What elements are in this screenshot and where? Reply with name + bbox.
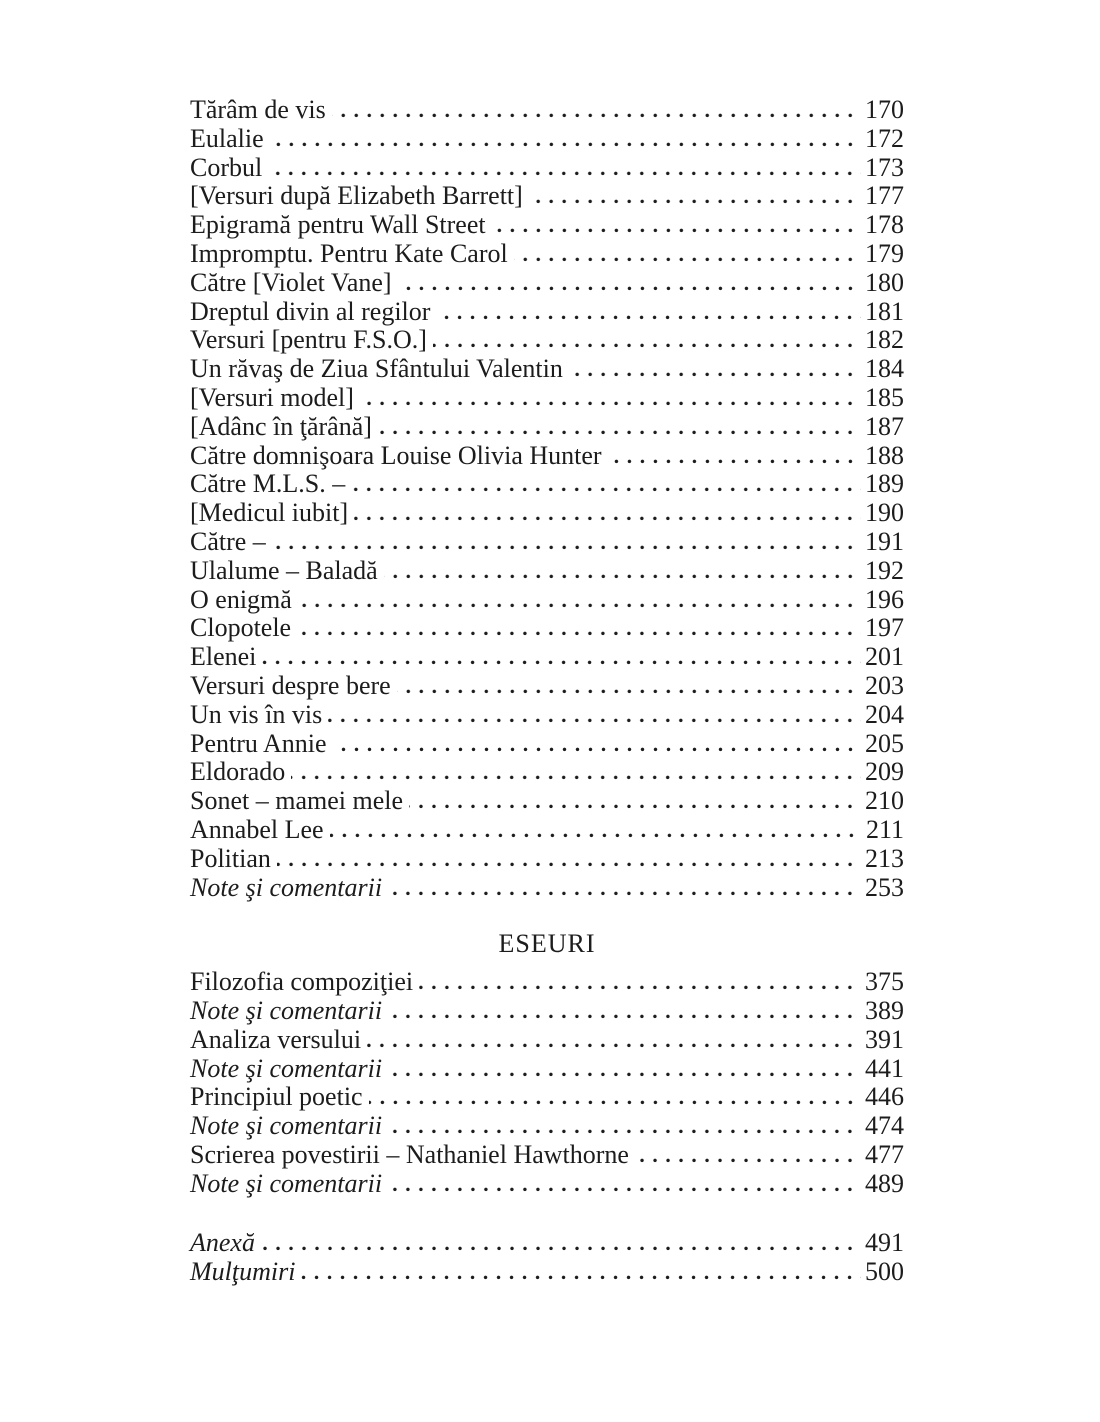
toc-entry: [190, 997, 904, 1026]
toc-entry: [190, 758, 904, 787]
dot-leader: [291, 775, 861, 780]
toc-entry: [190, 1141, 904, 1170]
toc-entry: [190, 499, 904, 528]
dot-leader: [635, 1158, 861, 1163]
table-of-contents: [190, 96, 904, 1287]
toc-entry: [190, 787, 904, 816]
toc-entry-page: 389: [865, 995, 904, 1025]
toc-entry-page: 179: [865, 238, 904, 268]
toc-entry: [190, 1112, 904, 1141]
dot-leader: [268, 171, 861, 176]
toc-entry-page: 172: [865, 123, 904, 153]
toc-entry-page: 375: [865, 967, 904, 997]
toc-entry-title: [Versuri după Elizabeth Barrett]: [190, 181, 523, 211]
toc-entry-title: Ulalume – Baladă: [190, 555, 378, 585]
toc-entry-title: [Adânc în ţărână]: [190, 411, 372, 441]
toc-entry-title: Eulalie: [190, 123, 264, 153]
dot-leader: [298, 603, 861, 608]
toc-entry-page: 213: [865, 843, 904, 873]
toc-entry-page: 178: [865, 210, 904, 240]
toc-entry-page: 204: [865, 699, 904, 729]
toc-entry: [190, 470, 904, 499]
toc-entry: [190, 701, 904, 730]
toc-entry-title: Note şi comentarii: [190, 995, 383, 1025]
toc-entry-page: 391: [865, 1024, 904, 1054]
dot-leader: [529, 199, 861, 204]
toc-entry-page: 173: [865, 152, 904, 182]
toc-entry-title: Un răvaş de Ziua Sfântului Valentin: [190, 354, 563, 384]
toc-entry-page: 489: [865, 1168, 904, 1198]
dot-leader: [270, 142, 861, 147]
toc-section: [190, 1229, 904, 1287]
toc-entry: [190, 326, 904, 355]
toc-entry-page: 190: [865, 498, 904, 528]
toc-entry-title: O enigmă: [190, 584, 292, 614]
toc-entry-title: Tărâm de vis: [190, 95, 326, 124]
toc-entry: [190, 298, 904, 327]
dot-leader: [384, 574, 861, 579]
toc-entry-page: 197: [865, 613, 904, 643]
dot-leader: [388, 1014, 861, 1019]
toc-entry: [190, 586, 904, 615]
toc-entry: [190, 182, 904, 211]
toc-entry-title: Note şi comentarii: [190, 872, 383, 902]
dot-leader: [354, 516, 861, 521]
toc-entry-title: Eldorado: [190, 757, 286, 787]
toc-entry-page: 500: [865, 1257, 904, 1287]
dot-leader: [297, 631, 861, 636]
dot-leader: [262, 660, 861, 665]
toc-entry-title: Analiza versului: [190, 1024, 362, 1054]
toc-entry-title: Note şi comentarii: [190, 1168, 383, 1198]
toc-entry: [190, 874, 904, 903]
dot-leader: [409, 804, 861, 809]
dot-leader: [301, 1275, 861, 1280]
dot-leader: [608, 459, 861, 464]
toc-entry-page: 196: [865, 584, 904, 614]
toc-entry-page: 188: [865, 440, 904, 470]
dot-leader: [360, 401, 861, 406]
toc-entry-page: 491: [865, 1228, 904, 1258]
dot-leader: [388, 1129, 861, 1134]
toc-entry-page: 203: [865, 670, 904, 700]
toc-entry-title: Filozofia compoziţiei: [190, 967, 414, 997]
toc-entry-title: Un vis în vis: [190, 699, 323, 729]
dot-leader: [492, 228, 861, 233]
toc-entry: [190, 240, 904, 269]
toc-entry-title: Către domnişoara Louise Olivia Hunter: [190, 440, 602, 470]
toc-entry-title: Note şi comentarii: [190, 1053, 383, 1083]
toc-entry-page: 253: [865, 872, 904, 902]
dot-leader: [333, 747, 862, 752]
toc-entry-title: Clopotele: [190, 613, 292, 643]
toc-entry-title: Sonet – mamei mele: [190, 786, 404, 816]
toc-entry-title: Politian: [190, 843, 271, 873]
dot-leader: [388, 891, 861, 896]
toc-entry: [190, 1026, 904, 1055]
toc-entry: [190, 442, 904, 471]
toc-entry: [190, 355, 904, 384]
toc-entry-page: 209: [865, 757, 904, 787]
toc-entry-page: 446: [865, 1082, 904, 1112]
toc-entry: [190, 557, 904, 586]
toc-entry-page: 185: [865, 382, 904, 412]
toc-entry: [190, 413, 904, 442]
toc-entry: [190, 1055, 904, 1084]
toc-entry: [190, 96, 904, 125]
toc-entry: [190, 269, 904, 298]
toc-entry-title: Note şi comentarii: [190, 1111, 383, 1141]
toc-entry-page: 184: [865, 354, 904, 384]
toc-entry-title: Annabel Lee: [190, 814, 324, 844]
toc-entry: [190, 154, 904, 183]
toc-entry: [190, 968, 904, 997]
dot-leader: [272, 545, 861, 550]
toc-entry-page: 191: [865, 526, 904, 556]
dot-leader: [332, 113, 861, 118]
toc-entry-title: Epigramă pentru Wall Street: [190, 210, 486, 240]
dot-leader: [367, 1043, 861, 1048]
dot-leader: [398, 286, 861, 291]
toc-entry-title: Principiul poetic: [190, 1082, 363, 1112]
toc-entry: [190, 528, 904, 557]
toc-entry-title: Elenei: [190, 642, 257, 672]
dot-leader: [261, 1246, 861, 1251]
toc-entry-page: 177: [865, 181, 904, 211]
toc-entry-title: Versuri despre bere: [190, 670, 391, 700]
dot-leader: [277, 862, 861, 867]
toc-entry-page: 211: [865, 814, 904, 844]
dot-leader: [351, 487, 861, 492]
dot-leader: [433, 343, 861, 348]
dot-leader: [514, 257, 861, 262]
toc-entry-title: Către –: [190, 526, 266, 556]
dot-leader: [378, 430, 861, 435]
toc-entry: [190, 384, 904, 413]
toc-entry-title: Pentru Annie: [190, 728, 327, 758]
toc-entry-title: Impromptu. Pentru Kate Carol: [190, 238, 508, 268]
toc-entry-title: Scrierea povestirii – Nathaniel Hawthorne: [190, 1139, 629, 1169]
toc-entry-page: 192: [865, 555, 904, 585]
toc-entry-title: Corbul: [190, 152, 263, 182]
toc-entry: [190, 125, 904, 154]
toc-entry-page: 205: [865, 728, 904, 758]
toc-entry-title: Dreptul divin al regilor: [190, 296, 431, 326]
dot-leader: [388, 1187, 861, 1192]
toc-entry-page: 474: [865, 1111, 904, 1141]
toc-entry-title: Către M.L.S. –: [190, 469, 346, 499]
toc-entry-page: 441: [865, 1053, 904, 1083]
toc-entry-page: 189: [865, 469, 904, 499]
toc-entry-page: 201: [865, 642, 904, 672]
toc-entry-page: 477: [865, 1139, 904, 1169]
toc-entry-page: 181: [865, 296, 904, 326]
toc-entry-title: Versuri [pentru F.S.O.]: [190, 325, 427, 355]
toc-entry-title: Anexă: [190, 1228, 255, 1258]
toc-entry: [190, 643, 904, 672]
toc-entry-title: [Versuri model]: [190, 382, 354, 412]
toc-entry: [190, 211, 904, 240]
toc-entry-page: 180: [865, 267, 904, 297]
dot-leader: [369, 1100, 861, 1105]
toc-entry: [190, 672, 904, 701]
dot-leader: [419, 985, 861, 990]
toc-entry: [190, 845, 904, 874]
toc-section: [190, 96, 904, 902]
toc-entry: [190, 1083, 904, 1112]
dot-leader: [328, 718, 861, 723]
toc-entry-page: 210: [865, 786, 904, 816]
toc-entry-title: Către [Violet Vane]: [190, 267, 392, 297]
dot-leader: [569, 372, 861, 377]
dot-leader: [436, 315, 861, 320]
toc-entry-title: [Medicul iubit]: [190, 498, 349, 528]
dot-leader: [330, 833, 862, 838]
toc-entry: [190, 1170, 904, 1199]
dot-leader: [397, 689, 861, 694]
toc-entry-page: 187: [865, 411, 904, 441]
toc-entry: [190, 1258, 904, 1287]
dot-leader: [388, 1072, 861, 1077]
toc-entry-title: Mulţumiri: [190, 1257, 296, 1287]
toc-entry: [190, 1229, 904, 1258]
toc-entry-page: 182: [865, 325, 904, 355]
toc-entry: [190, 614, 904, 643]
toc-entry-page: 170: [865, 95, 904, 124]
toc-section: [190, 968, 904, 1198]
section-heading: ESEURI: [498, 929, 596, 959]
toc-entry: [190, 730, 904, 759]
toc-entry: [190, 816, 904, 845]
